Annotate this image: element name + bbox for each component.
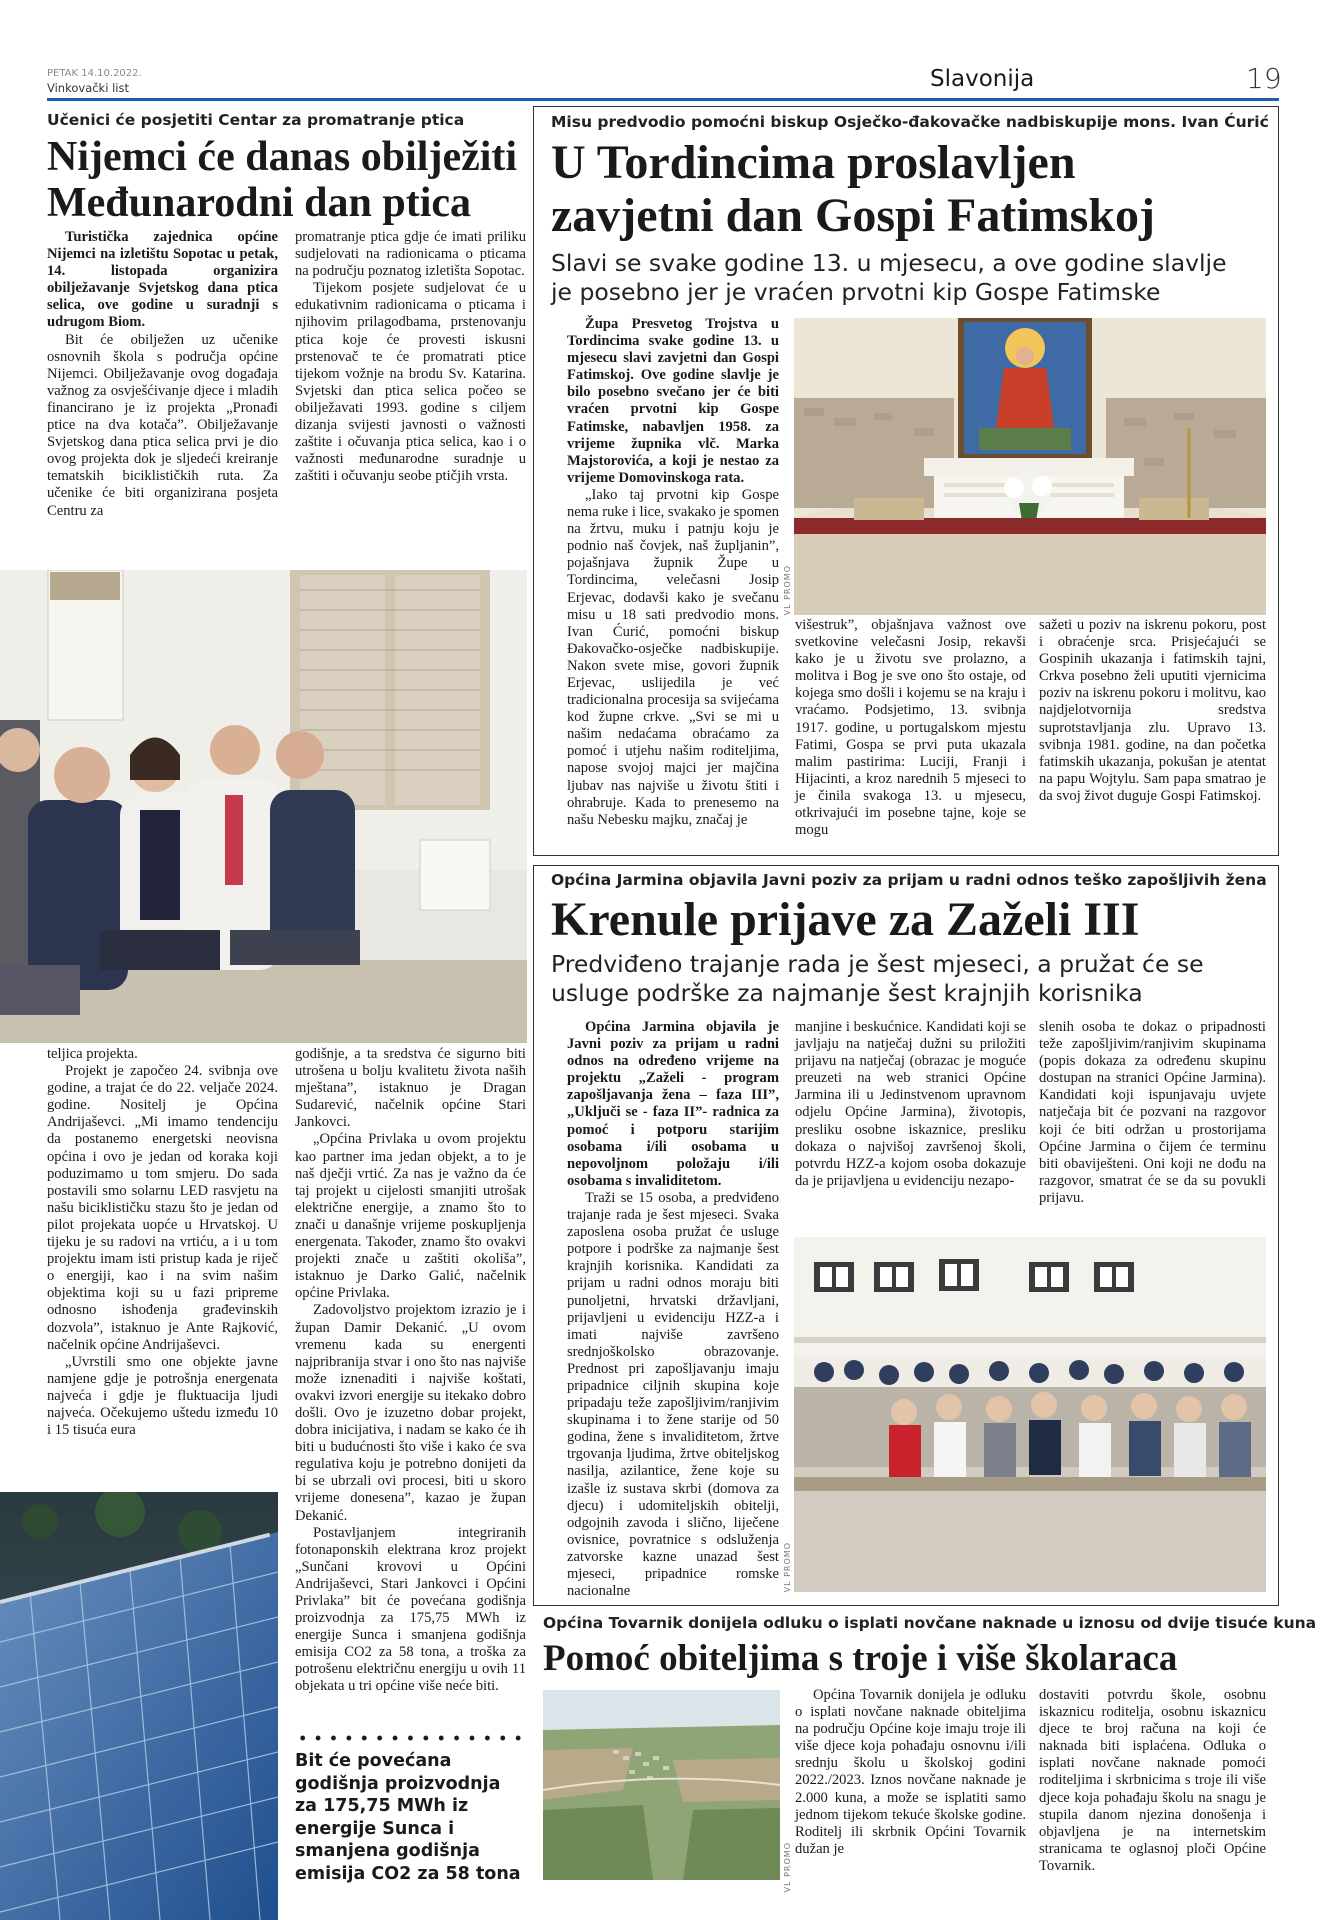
church-altar-illustration <box>794 318 1266 615</box>
solar-col1 <box>47 1046 278 1439</box>
tovarnik-headline: Pomoć obiteljima s troje i više školaraca <box>543 1638 1178 1679</box>
tovarnik-paragraph: Općina Tovarnik donijela je odluku o isplati novčane naknade obiteljima na području Općine koje imaju troje ili više djece koja pohađaju osnovnu i/ili srednju školu u školskoj godini 2022./2023. Iznos novčane naknade je 2.000 kuna, a može se isplatiti samo jednom tijekom tekuće školske godine. Roditelj ili skrbnik Općini Tovarnik dužan je <box>795 1687 1026 1857</box>
birds-headline <box>47 134 537 226</box>
zazeli-lead: Općina Jarmina objavila je Javni poziv za prijam u radni odnos na određeno vrijeme na projektu „Zaželi - program zapošljavanja žena – faza III”, „Uključi se - faza II”- radnica za pomoć i potporu starijim osobama i/ili osobama u nepovoljnom položaju i/ili osobama s invaliditetom. <box>567 1019 779 1189</box>
zazeli-kicker: Općina Jarmina objavila Javni poziv za prijam u radni odnos teško zapošljivih žena <box>551 871 1267 889</box>
tovarnik-aerial-illustration <box>543 1690 780 1880</box>
zazeli-deck <box>551 950 1271 1008</box>
header-rule <box>47 98 1279 101</box>
classroom-illustration <box>794 1237 1266 1592</box>
zazeli-col1 <box>567 1019 779 1600</box>
birds-title-line1: Nijemci će danas obilježiti <box>47 134 518 180</box>
zazeli-paragraph: manjine i beskućnice. Kandidati koji se javljaju na natječaj dužni su priložiti prijavu na natječaj (obrazac je moguće preuzeti na web stranici Općine Jarmina ili u Jedinstvenom upravnom odjelu Općine Jarmina), životopis, presliku osobne iskaznice, presliku dokaza o najvišoj završenoj školi, potvrdu HZZ-a kojom osoba dokazuje da je prijavljena u evidenciju nezapo- <box>795 1019 1026 1189</box>
fatima-paragraph: sažeti u poziv na iskrenu pokoru, post i obraćenje srca. Prisjećajući se Gospinih ukazanja i fatimskih tajni, Crkva posebno želi uputiti vjernicima poziv na iskrenu pokoru i molitvu, kao najdjelotvornija sredstva suprotstavljanja zlu. Upravo 13. svibnja 1981. godine, na dan početka fatimskih ukazanja, pokušan je atentat na papu Wojtylu. Sam papa smatrao je da svoj život duguje Gospi Fatimskoj. <box>1039 617 1266 804</box>
solar-pullquote: Bit će povećana godišnja proizvodnja za 175,75 MWh iz energije Sunca i smanjena godišnja emisija CO2 za 58 tona <box>295 1751 521 1884</box>
page-number: 19 <box>1246 62 1282 95</box>
solar-panel-photo <box>0 1492 278 1920</box>
zazeli-deck-line2: usluge podrške za najmanje šest krajnjih korisnika <box>551 979 1143 1007</box>
zazeli-paragraph: Traži se 15 osoba, a predviđeno trajanje rada je šest mjeseci. Svaka zaposlena osoba pružat će usluge potpore i podrške za najmanje šest krajnjih korisnika. Kandidati za prijam u radni odnos moraju biti punoljetni, hrvatski državljani, prijavljeni u evidenciju HZZ-a i imati najviše završeno srednjoškolsko obrazovanje. Prednost pri zapošljavanju imaju pripadnice ciljnih skupina koje pripadaju teže zapošljivim/ranjivim skupinama i to žene starije od 50 godina, žene s invaliditetom, žrtve trgovanja ljudima, žrtve obiteljskog nasilja, azilantice, žene koje su izašle iz sustava skrbi (domova za djecu) i udomiteljskih obitelji, odgojnih zavoda i slično, liječene ovisnice, povratnice s odsluženja zatvorske kazne unazad šest mjeseci, pripadnice romske nacionalne <box>567 1189 779 1600</box>
fatima-deck-line1: Slavi se svake godine 13. u mjesecu, a ove godine slavlje <box>551 249 1227 277</box>
tovarnik-paragraph: dostaviti potvrdu škole, osobnu iskaznicu roditelja, osobnu iskaznicu djece te broj računa na koji će naknada biti isplaćena. Odluka o isplati novčane naknade pomoći roditeljima i skrbnicima s troje ili više djece koja pohađaju školu na snagu je stupila danom njezina donošenja i objavljena je na internetskim stranicama te oglasnoj ploči Općine Tovarnik. <box>1039 1687 1266 1874</box>
header-date: PETAK 14.10.2022. <box>47 68 142 79</box>
fatima-title-line2: zavjetni dan Gospi Fatimskoj <box>551 189 1156 242</box>
solar-paragraph: „Općina Privlaka u ovom projektu kao partner ima jedan objekt, a to je naš dječji vrtić. Za nas je važno da će taj projekt u cijelosti smanjiti utrošak električne energije, a znamo što to znači u današnje vrijeme poskupljenja energenata. Također, znamo što ovakvi projekti znače u zaštiti okoliša”, istaknuo je Darko Galić, načelnik općine Privlaka. <box>295 1131 526 1302</box>
classroom-photo <box>794 1237 1266 1592</box>
header-section: Slavonija <box>930 66 1035 92</box>
zazeli-deck-line1: Predviđeno trajanje rada je šest mjeseci, a pružat će se <box>551 950 1204 978</box>
meeting-photo-illustration <box>0 570 527 1043</box>
tovarnik-photo-credit: VL PROMO <box>783 1842 792 1893</box>
zazeli-photo-credit: VL PROMO <box>783 1542 792 1593</box>
birds-kicker: Učenici će posjetiti Centar za promatranje ptica <box>47 111 465 129</box>
fatima-paragraph: višestruk”, objašnjava važnost ove svetkovine velečasni Josip, rekavši kako je u životu sve prolazno, a molitva i Bog je sve ono što ostaje, od kojega smo došli i kojemu se na kraju i vraćamo. Podsjetimo, 13. svibnja 1917. godine, u portugalskom mjestu Fatimi, Gospa se prvi puta ukazala malim pastirima: Luciji, Franji i Hijacinti, a kroz narednih 5 mjeseci to je činila svakoga 13. u mjesecu, otkrivajući im posebne tajne, koje se mogu <box>795 617 1026 839</box>
zazeli-col3 <box>1039 1019 1266 1207</box>
zazeli-col2 <box>795 1019 1026 1190</box>
fatima-paragraph: „Iako taj prvotni kip Gospe nema ruke i lice, svakako je spomen na žrtvu, muku i patnju koju je podnio naš čovjek, naš župljanin”, pojašnjava župnik Župe u Tordincima, velečasni Josip Erjevac, dodavši kako je svečanu misu u 18 sati predvodio mons. Ivan Ćurić, pomoćni biskup Đakovačko-osječke nadbiskupije. Nakon svete mise, govori župnik Erjevac, uslijedila je već tradicionalna procesija sa svijećama kod župne crkve. „Svi se mi u našim nedaćama obraćamo za pomoć i utjehu našim roditeljima, napose svojoj majci jer majčina ljubav nas najviše u životu štiti i ohrabruje. Kada to prenesemo na našu Nebesku majku, značaj je <box>567 486 779 828</box>
fatima-photo-credit: VL PROMO <box>783 565 792 616</box>
solar-col2 <box>295 1046 526 1696</box>
birds-paragraph: promatranje ptica gdje će imati priliku sudjelovati na radionicama o pticama na području poznatog izletišta Sopotac. <box>295 229 526 280</box>
birds-paragraph: Tijekom posjete sudjelovat će u edukativnim radionicama o pticama i njihovim prilagodbama, prstenovanju ptica koje će provesti iskusni prstenovač te će promatrati ptice tijekom vožnje na brodu Sv. Katarina. Svjetski dan ptica selica počeo se obilježavati 1993. godine s ciljem dizanja svijesti javnosti o važnosti zaštite i očuvanja ptica selica, kao i o važnosti međunarodne suradnje u zaštiti i očuvanju seobe ptičjih vrsta. <box>295 280 526 485</box>
tovarnik-col2 <box>1039 1687 1266 1875</box>
meeting-photo <box>0 570 527 1043</box>
birds-col1 <box>47 229 278 520</box>
fatima-deck-line2: je posebno jer je vraćen prvotni kip Gospe Fatimske <box>551 278 1161 306</box>
fatima-headline <box>551 136 1271 242</box>
zazeli-paragraph: slenih osoba te dokaz o pripadnosti teže zapošljivim/ranjivim skupinama (popis dokaza za određenu skupinu dostupan na stranici Općine Jarmina). Kandidati koji ispunjavaju uvjete natječaja bit će pozvani na razgovor koji će biti održan u prostorijama Općine Jarmina o čijem će terminu biti obaviješteni. Oni koji ne dođu na razgovor, smatrat će se da su povukli prijavu. <box>1039 1019 1266 1206</box>
tovarnik-kicker: Općina Tovarnik donijela odluku o isplati novčane naknade u iznosu od dvije tisuće kuna <box>543 1614 1317 1632</box>
birds-lead: Turistička zajednica općine Nijemci na izletištu Sopotac u petak, 14. listopada organizira obilježavanje Svjetskog dana ptica selica, ove godine u suradnji s udrugom Biom. <box>47 229 278 331</box>
solar-paragraph: Postavljanjem integriranih fotonaponskih elektrana kroz projekt „Sunčani krovovi u Općini Andrijaševci, Stari Jankovci i Općini Privlaka” bit će povećana godišnja proizvodnja za 175,75 MWh iz energije Sunca i smanjena godišnja emisija CO2 za 58 tona, a troška za potrošenu električnu energiju u ovih 11 objekata u tri općine više neće biti. <box>295 1524 526 1695</box>
birds-title-line2: Međunarodni dan ptica <box>47 180 471 226</box>
fatima-kicker: Misu predvodio pomoćni biskup Osječko-đakovačke nadbiskupije mons. Ivan Ćurić <box>551 113 1269 131</box>
birds-paragraph: Bit će obilježen uz učenike osnovnih škola s područja općine Nijemci. Obilježavanje ovog događaja važnog za osvješćivanje djece i mladih financirano je iz projekta „Pronađi ptice na dva kotača”. Obilježavanje Svjetskog dana ptica selica prvi je dio ovog projekta dok je sljedeći kreiranje tematskih biciklističkih ruta. Za učenike će biti organizirana posjeta Centru za <box>47 331 278 519</box>
church-altar-photo <box>794 318 1266 615</box>
fatima-col1 <box>567 316 779 829</box>
tovarnik-aerial-photo <box>543 1690 780 1880</box>
solar-paragraph: godišnje, a ta sredstva će sigurno biti utrošena u bolju kvalitetu života naših mještana”, istaknuo je Dragan Sudarević, načelnik općine Stari Jankovci. <box>295 1046 526 1131</box>
fatima-lead: Župa Presvetog Trojstva u Tordincima svake godine 13. u mjesecu slavi zavjetni dan Gospi Fatimskoj. Ove godine slavlje je bilo posebno svečano jer će biti vraćen prvotni kip Gospe Fatimske, nabavljen 1958. za vrijeme župnika vlč. Marka Majstorovića, a koji je nestao za vrijeme Domovinskoga rata. <box>567 316 779 486</box>
solar-paragraph: „Uvrstili smo one objekte javne namjene gdje je potrošnja energenata najveća i gdje je fluktuacija ljudi najveća. Očekujemo uštedu između 10 i 15 tisuća eura <box>47 1353 278 1439</box>
birds-col2 <box>295 229 526 485</box>
solar-panel-illustration <box>0 1492 278 1920</box>
header-paper: Vinkovački list <box>47 81 129 95</box>
fatima-deck <box>551 249 1271 307</box>
solar-paragraph: Projekt je započeo 24. svibnja ove godine, a trajat će do 22. veljače 2024. godine. Nositelj je Općina Andrijaševci. „Mi imamo tendenciju da postanemo energetski neovisna općina i ovo je jedan od koraka koji poduzimamo u tom smjeru. Do sada postavili smo solarnu LED rasvjetu na našu biciklističku stazu što je jedan od pilot projekata uopće u Hrvatskoj. U tijeku je su radovi na vrtiću, a i u tom projektu imam isti pristup kada je riječ o energiji, kao i na svim našim objektima koji su u fazi pripreme odnosno ishođenja građevinskih dozvola”, istaknuo je Ante Rajković, načelnik općine Andrijaševci. <box>47 1063 278 1353</box>
solar-paragraph: Zadovoljstvo projektom izrazio je i župan Damir Dekanić. „U ovom vremenu kada su energenti najpribranija stvar i ono što nas najviše može iznenaditi i najviše koštati, ovakvi izvori energije su itekako dobro došli. Ovo je izuzetno dobar projekt, dobra inicijativa, i nadam se kako će ih biti u budućnosti što više i kako će sva regulativa koju je potrebno donijeti da bi se ubrzali ovi procesi, biti u skoro vrijeme donesena”, kazao je župan Dekanić. <box>295 1302 526 1524</box>
fatima-col3 <box>1039 617 1266 805</box>
fatima-title-line1: U Tordincima proslavljen <box>551 136 1076 189</box>
tovarnik-col1 <box>795 1687 1026 1858</box>
zazeli-headline: Krenule prijave za Zaželi III <box>551 893 1140 946</box>
solar-paragraph: teljica projekta. <box>47 1046 138 1062</box>
fatima-col2 <box>795 617 1026 839</box>
pullquote-dots <box>295 1735 526 1741</box>
